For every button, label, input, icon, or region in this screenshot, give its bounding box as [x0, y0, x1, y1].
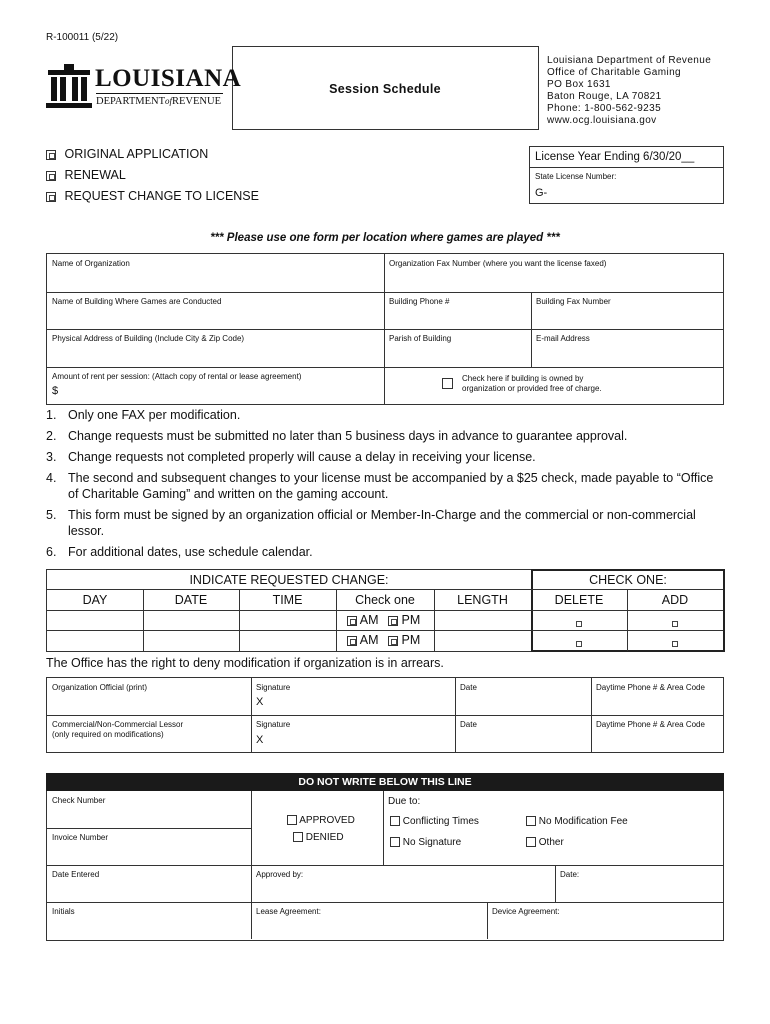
official-phone-field[interactable]: Daytime Phone # & Area Code — [596, 683, 705, 692]
building-owned-checkbox[interactable] — [442, 378, 453, 389]
other-option[interactable]: Other — [526, 837, 564, 849]
indicate-change-header: INDICATE REQUESTED CHANGE: — [189, 573, 389, 587]
rent-dollar-sign: $ — [52, 385, 59, 397]
col-check-one: Check one — [355, 593, 415, 607]
date-entered-field[interactable]: Date Entered — [52, 870, 100, 879]
approved-by-field[interactable]: Approved by: — [256, 870, 304, 879]
note-item: 2. Change requests must be submitted no later than 5 business days in advance to guarantee approval. — [46, 429, 628, 443]
building-owned-label: Check here if building is owned by organization or provided free of charge. — [462, 374, 602, 393]
col-time: TIME — [272, 593, 303, 607]
lease-agreement-field[interactable]: Lease Agreement: — [256, 907, 321, 916]
col-day: DAY — [82, 593, 108, 607]
agency-address: Louisiana Department of Revenue Office of Charitable Gaming PO Box 1631 Baton Rouge, LA 70821 Phone: 1-800-562-9235 www.ocg.louisiana.gov — [547, 55, 712, 126]
approved-option[interactable]: APPROVED — [287, 815, 355, 827]
no-signature-option[interactable]: No Signature — [390, 837, 461, 849]
deny-note: The Office has the right to deny modification if organization is in arrears. — [46, 656, 444, 670]
building-phone-field[interactable]: Building Phone # — [389, 297, 450, 306]
lessor-field[interactable]: Commercial/Non-Commercial Lessor (only required on modifications) — [52, 720, 184, 739]
organization-fields — [46, 253, 724, 405]
application-type-renewal[interactable]: RENEWAL — [46, 167, 126, 183]
note-item: 4. The second and subsequent changes to your license must be accompanied by a $25 check, made payable to “Office of Charitable Gaming” and written on the gaming account. — [46, 471, 714, 501]
note-item: 5. This form must be signed by an organization official or Member-In-Charge and the commercial or non-commercial lessor. — [46, 508, 696, 538]
col-add: ADD — [661, 593, 689, 607]
form-title: Session Schedule — [329, 82, 441, 96]
rent-amount-field[interactable]: Amount of rent per session: (Attach copy of rental or lease agreement) — [52, 372, 302, 381]
no-modification-fee-option[interactable]: No Modification Fee — [526, 816, 628, 828]
application-type-original[interactable]: ORIGINAL APPLICATION — [46, 146, 208, 162]
building-address-field[interactable]: Physical Address of Building (Include City & Zip Code) — [52, 334, 245, 343]
row2-delete-checkbox[interactable] — [576, 635, 582, 653]
office-use-block — [46, 791, 724, 941]
col-date: DATE — [174, 593, 208, 607]
license-box — [529, 146, 724, 204]
col-delete: DELETE — [554, 593, 604, 607]
due-to-label: Due to: — [388, 796, 421, 807]
pm-checkbox[interactable] — [388, 616, 398, 626]
note-item: 6. For additional dates, use schedule calendar. — [46, 545, 313, 559]
logo-wordmark: LOUISIANA — [95, 65, 242, 92]
official-signature-label: Signature — [256, 683, 291, 692]
office-use-banner: DO NOT WRITE BELOW THIS LINE — [46, 773, 724, 791]
change-checkbox[interactable] — [46, 192, 56, 202]
schedule-table — [46, 569, 724, 652]
device-agreement-field[interactable]: Device Agreement: — [492, 907, 560, 916]
conflicting-times-option[interactable]: Conflicting Times — [390, 816, 479, 828]
row2-add-checkbox[interactable] — [672, 635, 678, 653]
denied-option[interactable]: DENIED — [293, 832, 344, 844]
email-field[interactable]: E-mail Address — [536, 334, 590, 343]
building-name-field[interactable]: Name of Building Where Games are Conducted — [52, 297, 222, 306]
official-print-field[interactable]: Organization Official (print) — [52, 683, 147, 692]
note-item: 3. Change requests not completed properly will cause a delay in receiving your license. — [46, 450, 536, 464]
note-item: 1. Only one FAX per modification. — [46, 408, 241, 422]
lessor-phone-field[interactable]: Daytime Phone # & Area Code — [596, 720, 705, 729]
am-checkbox[interactable] — [347, 636, 357, 646]
notes-list — [46, 407, 736, 565]
org-fax-field[interactable]: Organization Fax Number (where you want the license faxed) — [389, 259, 607, 268]
initials-field[interactable]: Initials — [52, 907, 75, 916]
row2-am-pm: AM PM — [347, 632, 420, 648]
lessor-date-field[interactable]: Date — [460, 720, 477, 729]
instruction-line: *** Please use one form per location where games are played *** — [210, 232, 560, 244]
row1-am-pm: AM PM — [347, 612, 420, 628]
official-date-field[interactable]: Date — [460, 683, 477, 692]
office-date-field[interactable]: Date: — [560, 870, 580, 879]
louisiana-capitol-logo-icon — [46, 64, 92, 108]
building-fax-field[interactable]: Building Fax Number — [536, 297, 611, 306]
check-one-header: CHECK ONE: — [589, 573, 667, 587]
signature-block — [46, 677, 724, 753]
logo-department: DEPARTMENTofREVENUE — [96, 96, 222, 107]
am-checkbox[interactable] — [347, 616, 357, 626]
renewal-checkbox[interactable] — [46, 171, 56, 181]
row1-add-checkbox[interactable] — [672, 615, 678, 633]
original-checkbox[interactable] — [46, 150, 56, 160]
row1-delete-checkbox[interactable] — [576, 615, 582, 633]
application-type-change[interactable]: REQUEST CHANGE TO LICENSE — [46, 188, 259, 204]
form-number: R-100011 (5/22) — [46, 32, 119, 43]
parish-field[interactable]: Parish of Building — [389, 334, 452, 343]
org-name-field[interactable]: Name of Organization — [52, 259, 130, 268]
col-length: LENGTH — [457, 593, 508, 607]
lessor-signature-field[interactable]: X — [256, 734, 264, 746]
pm-checkbox[interactable] — [388, 636, 398, 646]
invoice-number-field[interactable]: Invoice Number — [52, 833, 109, 842]
lessor-signature-label: Signature — [256, 720, 291, 729]
license-year-label: License Year Ending 6/30/20__ — [535, 151, 695, 163]
license-number-field[interactable]: G- — [535, 187, 548, 199]
check-number-field[interactable]: Check Number — [52, 796, 106, 805]
official-signature-field[interactable]: X — [256, 696, 264, 708]
license-number-label: State License Number: — [535, 172, 617, 181]
